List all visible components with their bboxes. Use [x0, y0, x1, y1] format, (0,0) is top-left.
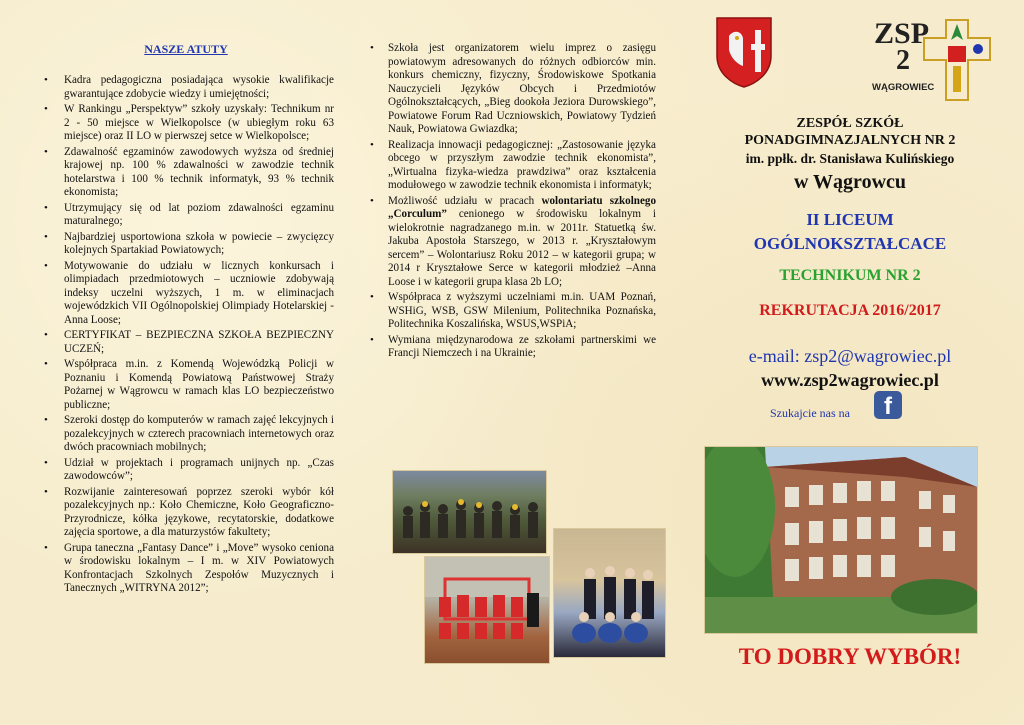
- group-photo-outdoor: [392, 470, 547, 554]
- facebook-icon[interactable]: f: [874, 391, 902, 419]
- list-item: • Grupa taneczna „Fantasy Dance” i „Move” wysoko ceniona w środowisku lokalnym – I m. w XIV Powiatowych Konfrontacjach Szkolnych Zespołów Muzycznych i Tanecznych „WITRYNA 2012”;: [38, 542, 334, 596]
- school-city: w Wągrowcu: [793, 171, 907, 193]
- list-item: • CERTYFIKAT – BEZPIECZNA SZKOŁA BEZPIECZNY UCZEŃ;: [38, 329, 334, 356]
- list-item: • Utrzymujący się od lat poziom zdawalności egzaminu maturalnego;: [38, 202, 334, 229]
- school-building-photo: [704, 446, 978, 634]
- lo-line1: II LICEUM: [806, 210, 894, 229]
- wolontariat-text-1: Możliwość udziału w pracach: [388, 194, 542, 207]
- list-item-wolontariat: [366, 195, 656, 290]
- coat-of-arms-icon: [715, 16, 773, 88]
- list-item: • Współpraca z wyższymi uczelniami m.in. UAM Poznań, WSHiG, WSB, GSW Milenium, Politechnika Poznańska, Politechnika Koszalińska, WSUS,WSPiA;: [366, 291, 656, 332]
- find-us-text: Szukajcie nas na: [770, 406, 850, 420]
- school-patron: im. ppłk. dr. Stanisława Kulińskiego: [745, 151, 955, 166]
- website-link[interactable]: www.zsp2wagrowiec.pl: [761, 370, 939, 390]
- list-item: • Zdawalność egzaminów zawodowych wyższa od średniej krajowej np. 100 % zdawalności w zawodzie technik hotelarstwa i 100 % technik informatyk, 93 % technik ekonomista;: [38, 146, 334, 200]
- slogan: TO DOBRY WYBÓR!: [738, 644, 962, 669]
- list-item: • Kadra pedagogiczna posiadająca wysokie kwalifikacje gwarantujące zdobycie wiedzy i umiejętności;: [38, 74, 334, 101]
- list-item: • Szkoła jest organizatorem wielu imprez o zasięgu powiatowym adresowanych do różnych odbiorców min. konkurs chemiczny, fizyczny, Środowiskowe Spotkania Nauczycieli Języków Obcych i Przedmiotów Ogólnokształcących, „Bieg dookoła Jeziora Durowskiego”, Powiatowe Forum Rad Uczniowskich, Powiatowy Tydzień Nauk, Powiatowa Gwiazdka;: [366, 42, 656, 137]
- list-item: • Szeroki dostęp do komputerów w ramach zajęć lekcyjnych i pozalekcyjnych w czterech pracowniach internetowych oraz dwóch pracowniach mobilnych;: [38, 414, 334, 455]
- atuty-list: [38, 74, 334, 596]
- logo-number-text: 2: [896, 45, 910, 76]
- list-item: • Realizacja innowacji pedagogicznej: „Zastosowanie języka obcego w przyszłym zawodzie technik ekonomista”, „Wirtualna fizyka-wiedza prawdziwa” oraz kształcenia modułowego w zawodzie technik ekonomista i informatyk;: [366, 139, 656, 193]
- technikum-title: TECHNIKUM NR 2: [779, 267, 921, 284]
- list-item: • Współpraca m.in. z Komendą Wojewódzką Policji w Poznaniu i Komendą Powiatową Państwowej Straży Pożarnej w Wągrowcu w ramach klas LO bezpieczeństwo publiczne;: [38, 358, 334, 412]
- wolontariat-bold: wolontariatu szkolnego „Corculum”: [388, 194, 656, 220]
- rekrutacja-title: REKRUTACJA 2016/2017: [759, 302, 941, 319]
- wolontariat-text-2: cenionego w środowisku lokalnym i wielokrotnie nagradzanego m.in. w 2011r. Statuetką św. Jakuba Apostoła Starszego, w 2013 r. „Kryształowym sercem” – Wolontariusz Roku 2012 – w kategorii grupa; w 2014 r Kryształowe Serce w kategorii młodzież –Anna Loose i w kategorii grupa klasa 2b LO;: [388, 208, 656, 288]
- middle-list: [366, 42, 656, 361]
- email-link[interactable]: e-mail: zsp2@wagrowiec.pl: [748, 346, 952, 366]
- dance-group-photo: [553, 528, 666, 658]
- list-item: • Udział w projektach i programach unijnych np. „Czas zawodowców”;: [38, 457, 334, 484]
- school-name-line1: ZESPÓŁ SZKÓŁ: [796, 116, 904, 131]
- school-name-line2: PONADGIMNAZJALNYCH NR 2: [744, 133, 956, 148]
- list-item: • Motywowanie do udziału w licznych konkursach i olimpiadach przedmiotowych – uczniowie zdobywają indeksy uczelni wyższych, 1 m. w eliminacjach wojewódzkich VII Ogólnopolskiej Olimpiady Hotelarskiej - Anna Loose;: [38, 260, 334, 328]
- list-item: • Rozwijanie zainteresowań poprzez szeroki wybór kół pozalekcyjnych np.: Koło Chemiczne, Koło Geograficzno-Przyrodnicze, kółka językowe, recytatorskie, dodatkowe zajęcia sportowe, a dla maturzystów fakultety;: [38, 486, 334, 540]
- list-item: • Najbardziej usportowiona szkoła w powiecie – zwycięzcy kolejnych Spartakiad Powiatowych;: [38, 231, 334, 258]
- lo-line2: OGÓLNOKSZTAŁCACE: [753, 234, 947, 253]
- zsp-logo-icon: [868, 16, 1000, 104]
- middle-column: [366, 42, 656, 363]
- list-item: • Wymiana międzynarodowa ze szkołami partnerskimi we Francji Niemczech i na Ukrainie;: [366, 334, 656, 361]
- team-photo-handball: [424, 556, 550, 664]
- atuty-column: [38, 42, 334, 598]
- list-item: • W Rankingu „Perspektyw” szkoły uzyskały: Technikum nr 2 - 50 miejsce w Wielkopolsce (w ubiegłym roku 63 miejsce) oraz II LO w pierwszej setce w Wielkopolsce;: [38, 103, 334, 144]
- atuty-heading: NASZE ATUTY: [144, 42, 228, 56]
- logo-zsp-text: ZSP: [874, 17, 930, 50]
- logo-city-text: WĄGROWIEC: [872, 82, 935, 93]
